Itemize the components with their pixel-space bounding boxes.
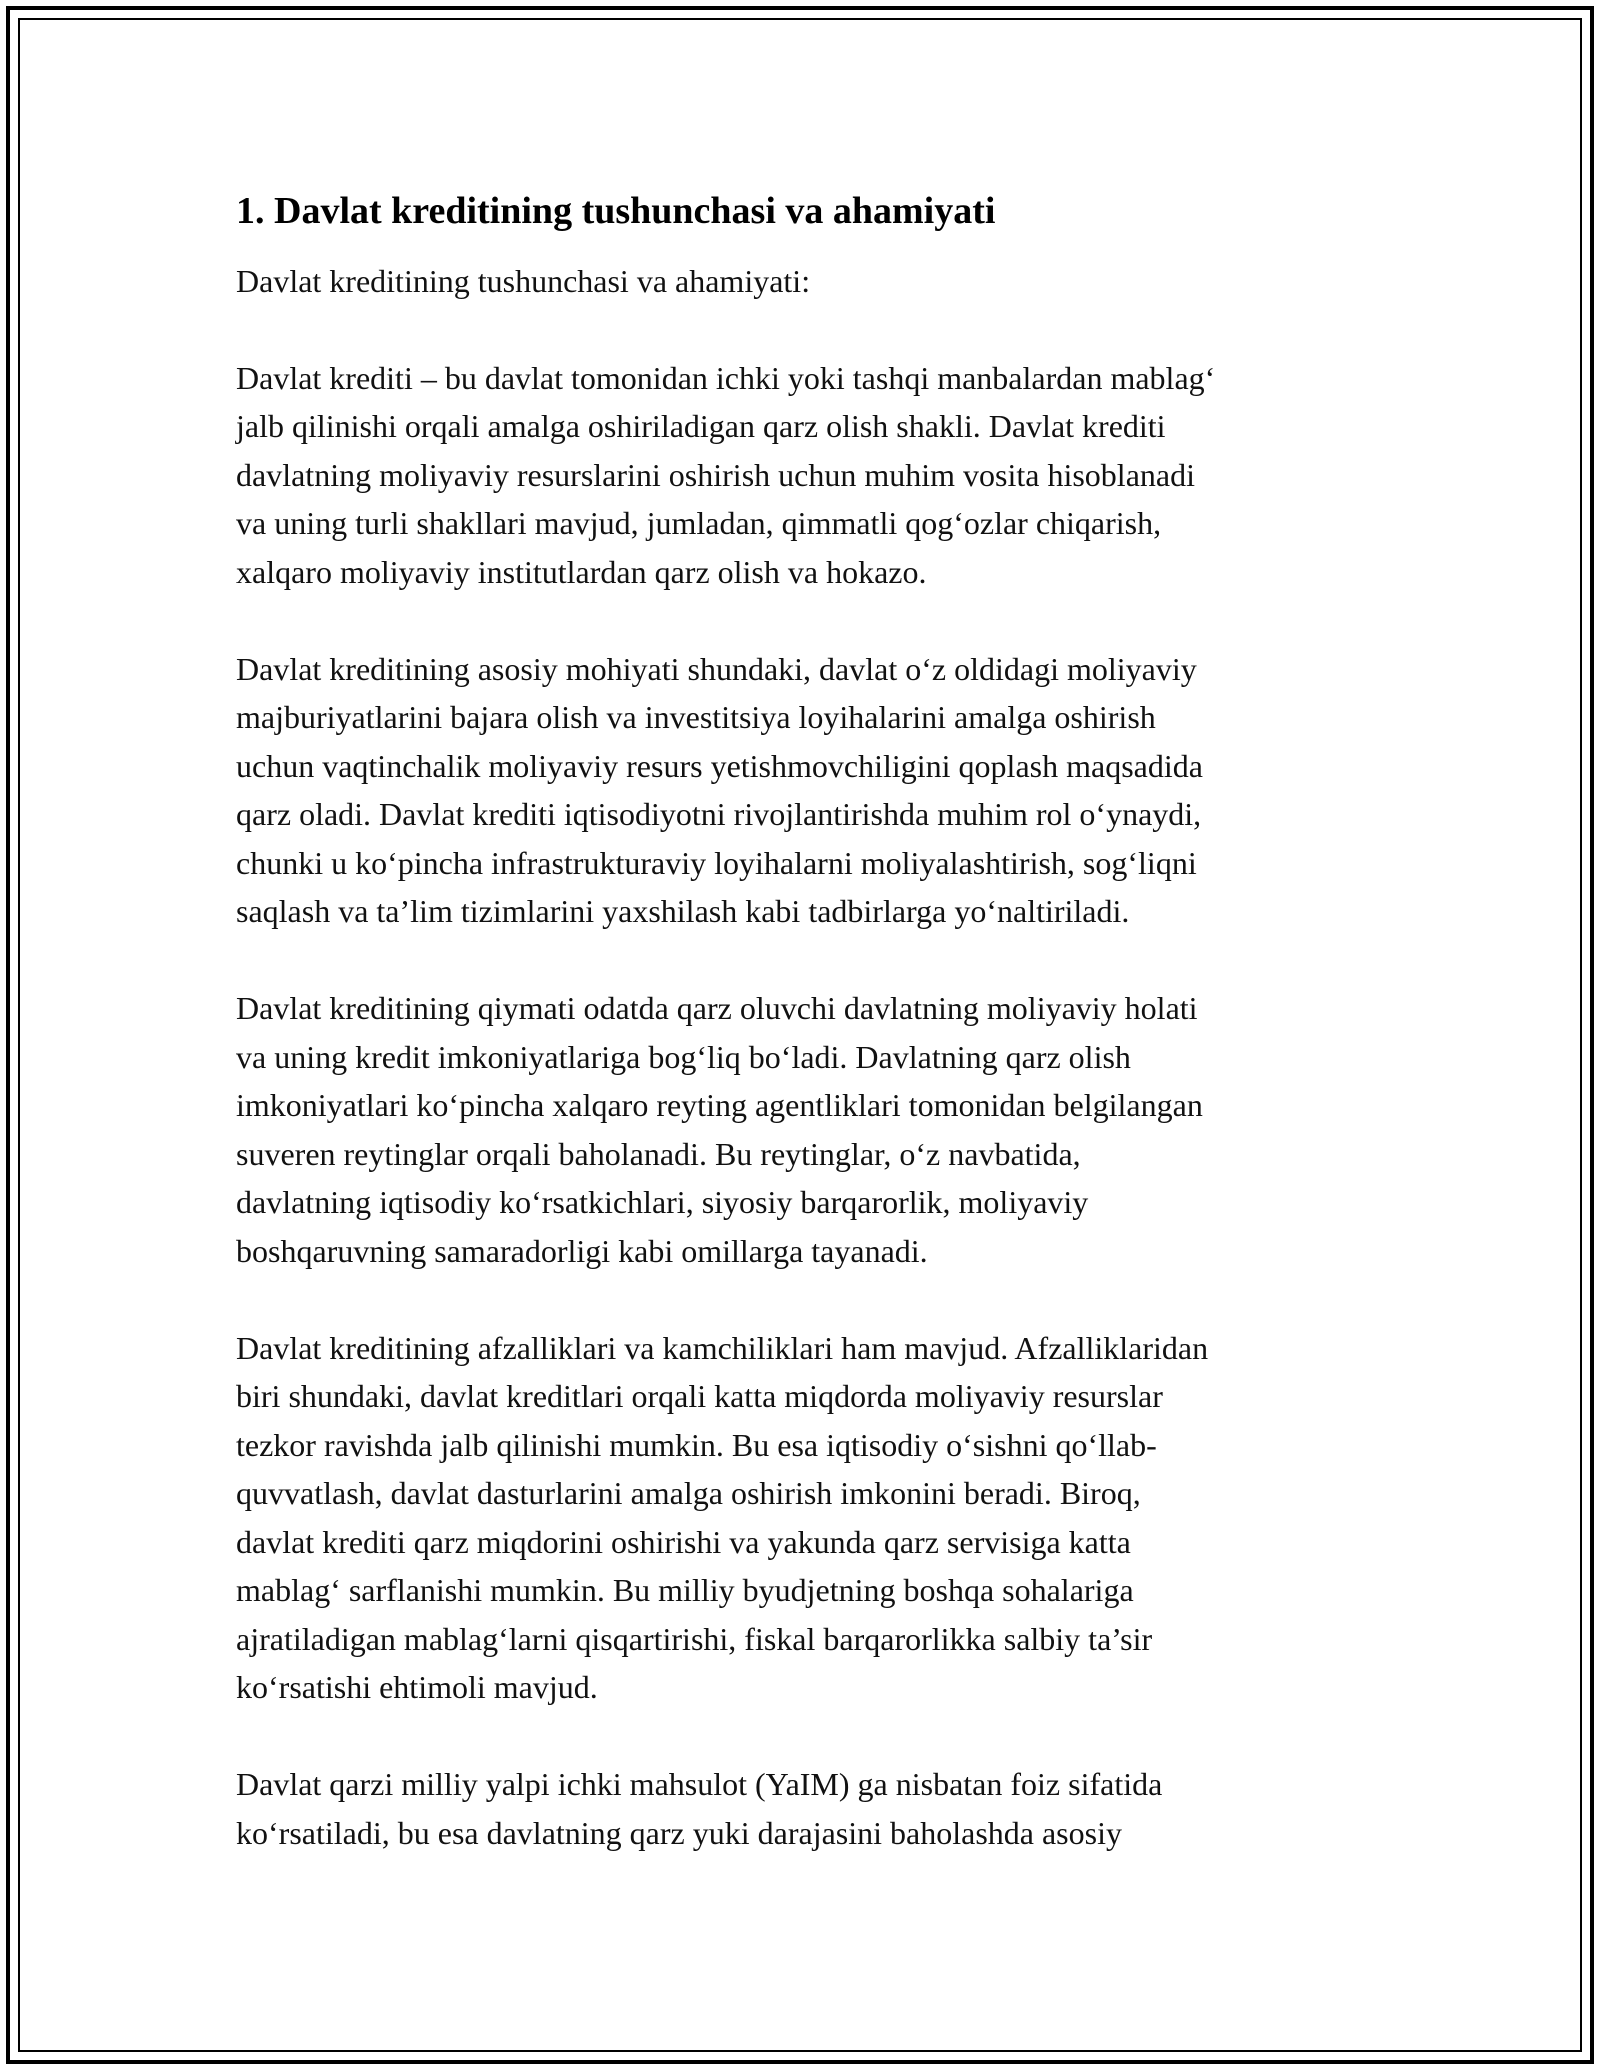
paragraph-pros-cons: Davlat kreditining afzalliklari va kamchiliklari ham mavjud. Afzalliklaridan biri shundaki, davlat kreditlari orqali katta miqdorda moliyaviy resurslar tezkor ravishda jalb qilinishi mumkin. Bu esa iqtisodiy o‘sishni qo‘llab- quvvatlash, davlat dasturlarini amalga oshirish imkonini beradi. Biroq, davlat krediti qarz miqdorini oshirishi va yakunda qarz servisiga katta mablag‘ sarflanishi mumkin. Bu milliy byudjetning boshqa sohalariga ajratiladigan mablag‘larni qisqartirishi, fiskal barqarorlikka salbiy ta’sir ko‘rsatishi ehtimoli mavjud. (236, 1329, 1209, 1705)
paragraph-debt-gdp: Davlat qarzi milliy yalpi ichki mahsulot (YaIM) ga nisbatan foiz sifatida ko‘rsatiladi, bu esa davlatning qarz yuki darajasini baholashda asosiy (236, 1766, 1163, 1851)
intro-line: Davlat kreditining tushunchasi va ahamiyati: (236, 263, 811, 299)
paragraph-definition: Davlat krediti – bu davlat tomonidan ichki yoki tashqi manbalardan mablag‘ jalb qilinishi orqali amalga oshiriladigan qarz olish shakli. Davlat krediti davlatning moliyaviy resurslarini oshirish uchun muhim vosita hisoblanadi va uning turli shakllari mavjud, jumladan, qimmatli qog‘ozlar chiqarish, xalqaro moliyaviy institutlardan qarz olish va hokazo. (236, 359, 1216, 590)
paragraph-value: Davlat kreditining qiymati odatda qarz oluvchi davlatning moliyaviy holati va uning kredit imkoniyatlariga bog‘liq bo‘ladi. Davlatning qarz olish imkoniyatlari ko‘pincha xalqaro reyting agentliklari tomonidan belgilangan suveren reytinglar orqali baholanadi. Bu reytinglar, o‘z navbatida, davlatning iqtisodiy ko‘rsatkichlari, siyosiy barqarorlik, moliyaviy boshqaruvning samaradorligi kabi omillarga tayanadi. (236, 990, 1203, 1269)
document-body (236, 185, 1366, 1906)
paragraph-essence: Davlat kreditining asosiy mohiyati shundaki, davlat o‘z oldidagi moliyaviy majburiyatlarini bajara olish va investitsiya loyihalarini amalga oshirish uchun vaqtinchalik moliyaviy resurs yetishmovchiligini qoplash maqsadida qarz oladi. Davlat krediti iqtisodiyotni rivojlantirishda muhim rol o‘ynaydi, chunki u ko‘pincha infrastrukturaviy loyihalarni moliyalashtirish, sog‘liqni saqlash va ta’lim tizimlarini yaxshilash kabi tadbirlarga yo‘naltiriladi. (236, 650, 1203, 929)
section-heading: 1. Davlat kreditining tushunchasi va ahamiyati (236, 190, 996, 232)
